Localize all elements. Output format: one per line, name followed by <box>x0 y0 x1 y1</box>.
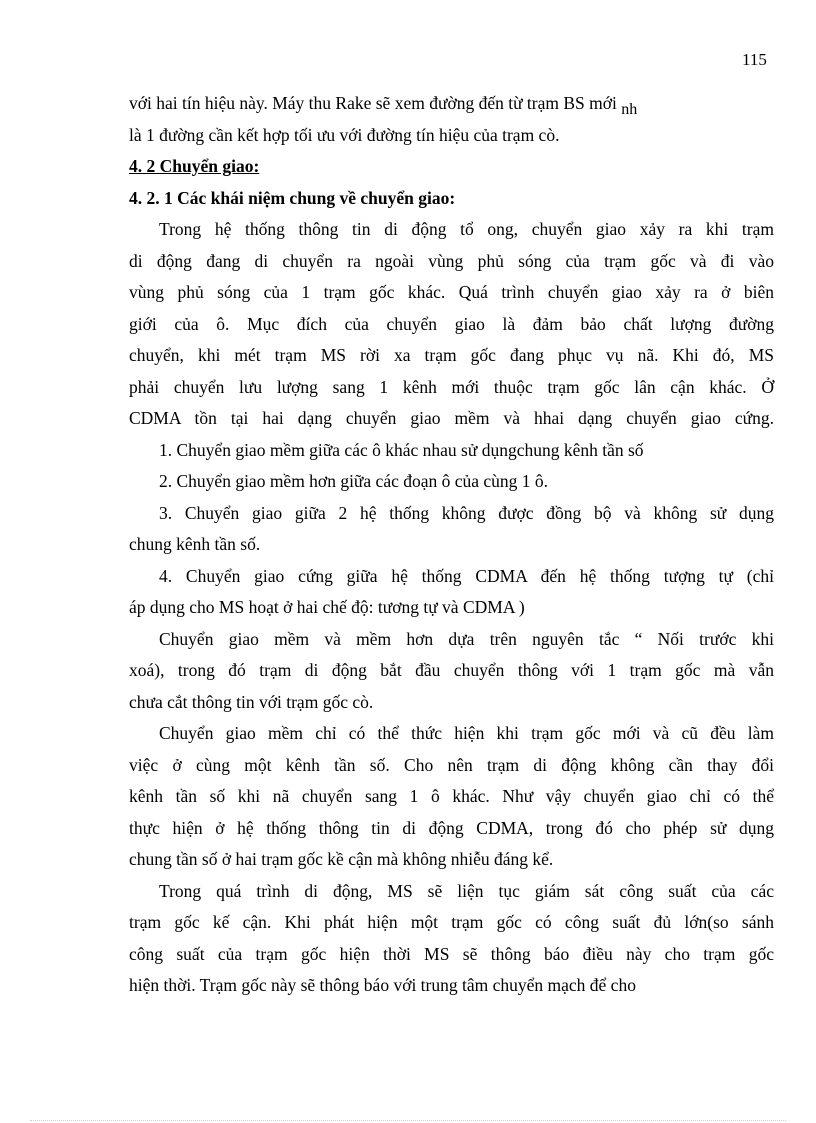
line-text: thực hiện ở hệ thống thông tin di động CDMA, trong đó cho phép sử dụng <box>129 817 774 838</box>
text-line <box>129 151 774 183</box>
line-text: Trong hệ thống thông tin di động tổ ong, chuyển giao xảy ra khi trạm <box>159 219 774 239</box>
text-line <box>129 687 774 719</box>
page-number: 115 <box>742 50 767 69</box>
text-line <box>129 844 774 876</box>
line-text: áp dụng cho MS hoạt ở hai chế độ: tương tự và CDMA ) <box>129 597 525 617</box>
line-text: với hai tín hiệu này. Máy thu Rake sẽ xem đường đến từ trạm BS mới <box>129 93 622 113</box>
line-text: công suất của trạm gốc hiện thời MS sẽ thông báo điều này cho trạm gốc <box>129 943 774 964</box>
line-text: Chuyển giao mềm và mềm hơn dựa trên nguyên tắc “ Nối trước khi <box>159 628 774 649</box>
line-text: là 1 đường cần kết hợp tối ưu với đường tín hiệu của trạm cò. <box>129 124 560 145</box>
line-text: chung kênh tần số. <box>129 534 261 554</box>
page-bottom-divider <box>30 1120 786 1121</box>
text-line <box>129 624 774 656</box>
line-text: kênh tần số khi nã chuyển sang 1 ô khác. Như vậy chuyển giao chỉ có thể <box>129 786 774 806</box>
text-line <box>129 120 774 152</box>
text-line <box>129 214 774 246</box>
text-line <box>129 718 774 750</box>
text-line <box>129 561 774 593</box>
text-line <box>129 655 774 687</box>
text-line <box>129 246 774 278</box>
line-text: Chuyển giao mềm chỉ có thể thức hiện khi trạm gốc mới và cũ đều làm <box>159 723 774 743</box>
line-text: phải chuyển lưu lượng sang 1 kênh mới thuộc trạm gốc lân cận khác. Ở <box>129 376 774 397</box>
line-text: di động đang di chuyển ra ngoài vùng phủ sóng của trạm gốc và đi vào <box>129 250 774 271</box>
text-line <box>129 813 774 845</box>
line-text: 4. 2 Chuyển giao: <box>129 156 260 176</box>
text-line <box>129 88 774 120</box>
line-text: chưa cắt thông tin với trạm gốc cò. <box>129 691 374 712</box>
text-line <box>129 876 774 908</box>
text-line <box>129 529 774 561</box>
text-line <box>129 309 774 341</box>
line-text: 2. Chuyển giao mềm hơn giữa các đoạn ô của cùng 1 ô. <box>159 471 549 491</box>
line-text: việc ở cùng một kênh tần số. Cho nên trạm di động không cần thay đổi <box>129 754 774 775</box>
line-text: Trong quá trình di động, MS sẽ liện tục giám sát công suất của các <box>159 880 774 901</box>
text-line <box>129 372 774 404</box>
line-text: giới của ô. Mục đích của chuyển giao là đảm bảo chất lượng đường <box>129 313 774 334</box>
text-line <box>129 750 774 782</box>
text-line <box>129 435 774 467</box>
document-body <box>129 88 774 1002</box>
line-text: 4. 2. 1 Các khái niệm chung về chuyển giao: <box>129 187 456 208</box>
text-line <box>129 183 774 215</box>
text-line <box>129 592 774 624</box>
text-line <box>129 907 774 939</box>
text-line <box>129 340 774 372</box>
text-line <box>129 498 774 530</box>
line-text: xoá), trong đó trạm di động bắt đầu chuyển thông với 1 trạm gốc mà vẫn <box>129 660 774 680</box>
text-line <box>129 781 774 813</box>
line-text: CDMA tồn tại hai dạng chuyển giao mềm và hhai dạng chuyển giao cứng. <box>129 408 774 428</box>
text-line <box>129 277 774 309</box>
text-line <box>129 939 774 971</box>
text-line <box>129 970 774 1002</box>
subscript-text: nh <box>621 101 638 118</box>
text-line <box>129 403 774 435</box>
line-text: 1. Chuyển giao mềm giữa các ô khác nhau sử dụngchung kênh tần số <box>159 439 644 460</box>
line-text: chuyển, khi mét trạm MS rời xa trạm gốc đang phục vụ nã. Khi đó, MS <box>129 345 774 365</box>
line-text: vùng phủ sóng của 1 trạm gốc khác. Quá trình chuyển giao xảy ra ở biên <box>129 282 774 302</box>
line-text: trạm gốc kế cận. Khi phát hiện một trạm gốc có công suất đủ lớn(so sánh <box>129 912 774 932</box>
line-text: hiện thời. Trạm gốc này sẽ thông báo với trung tâm chuyển mạch để cho <box>129 975 636 995</box>
line-text: 4. Chuyển giao cứng giữa hệ thống CDMA đến hệ thống tượng tự (chỉ <box>159 565 774 586</box>
line-text: 3. Chuyển giao giữa 2 hệ thống không được đồng bộ và không sử dụng <box>159 502 774 523</box>
text-line <box>129 466 774 498</box>
line-text: chung tần số ở hai trạm gốc kề cận mà không nhiễu đáng kể. <box>129 849 554 869</box>
